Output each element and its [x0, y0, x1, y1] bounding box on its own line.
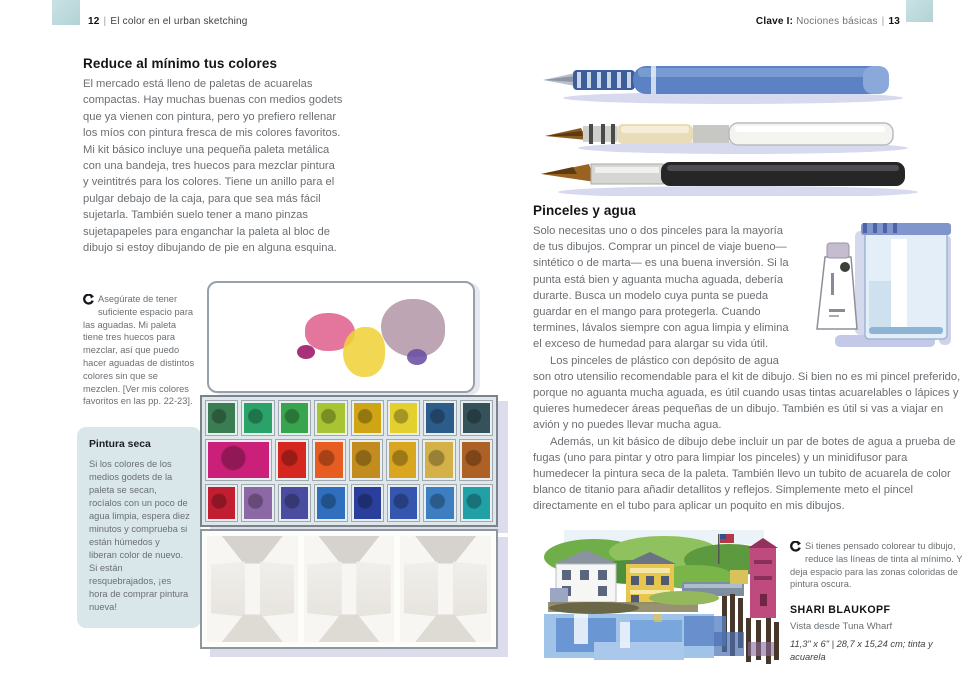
paint-pan — [241, 400, 274, 436]
section-heading-right: Pinceles y agua — [533, 203, 636, 218]
palette-row — [205, 484, 493, 522]
section-label: Nociones básicas — [796, 16, 878, 27]
palette-row — [205, 439, 493, 481]
artwork-title: Vista desde Tuna Wharf — [790, 621, 893, 633]
page-number-right: 13 — [888, 16, 900, 27]
harbor-painting — [534, 522, 786, 677]
caption-tip — [790, 540, 970, 591]
margin-tip-note — [83, 293, 197, 408]
paint-smear — [381, 299, 445, 357]
paint-pan — [349, 439, 383, 481]
palette-mixing-tray — [200, 529, 498, 649]
paint-smear — [297, 345, 315, 359]
chapter-label: Clave I: — [755, 16, 794, 27]
running-head-right — [756, 16, 900, 27]
running-head-left — [88, 16, 248, 27]
mixing-well — [400, 536, 491, 642]
paint-pan — [205, 400, 238, 436]
artist-name: SHARI BLAUKOPF — [790, 604, 891, 617]
runhead-separator: | — [103, 16, 107, 27]
palette-row — [205, 400, 493, 436]
mixing-well — [207, 536, 298, 642]
tip-note-text: Asegúrate de tener suficiente espacio para las aguadas. Mi paleta tiene tres huecos para mezclar, así que puedo hacer aguadas de distintos colores sin que se mezclen. [Ver mis colores favoritos en las pp. 22-23]. — [83, 294, 195, 407]
page-number-left: 12 — [88, 16, 100, 27]
paint-pan — [423, 400, 456, 436]
paint-pan — [205, 439, 272, 481]
note-box-title: Pintura seca — [89, 439, 151, 450]
caption-tip-text: Si tienes pensado colorear tu dibujo, reduce las líneas de tinta al mínimo. Y deja espacio para las zonas coloridas de pintura oscura. — [790, 541, 963, 590]
paint-pan — [278, 400, 311, 436]
palette-pan-rows — [200, 395, 498, 527]
palette-lid — [207, 281, 475, 393]
page-corner-tab-left — [52, 0, 80, 25]
paint-pan — [312, 439, 346, 481]
tube-and-jar-illustration — [807, 217, 965, 355]
paint-smear — [407, 349, 427, 365]
right-paragraph-3: Además, un kit básico de dibujo debe incluir un par de botes de agua a prueba de fugas (uno para pintar y otro para limpiar los pinceles) y un minidifusor para humedecer la pintura seca de la paleta. También llevo un tubito de acuarela de color blanco de titanio para añadir detallitos y reflejos. Simplemente meto el pincel directamente en el tubo para aplicar un poquito en mis dibujos. — [533, 435, 956, 513]
paint-pan — [387, 484, 420, 522]
paint-pan — [314, 400, 347, 436]
paint-smear — [343, 327, 385, 377]
paint-pan — [460, 484, 493, 522]
dry-paint-note-box — [77, 427, 201, 628]
circular-arrow-icon — [790, 541, 801, 556]
left-column — [83, 56, 343, 256]
paint-pan — [386, 439, 420, 481]
paint-pan — [275, 439, 309, 481]
palette-illustration — [200, 281, 500, 649]
right-paragraph-1: Solo necesitas uno o dos pinceles para la mayoría de tus dibujos. Comprar un pincel de viaje bueno— sintético o de marta— es una buena inversión. Si la punta está bien y aguanta mucha aguada, debería durarte. Busca un modelo cuya punta se pueda guardar en el mango para protegerla. Cuando termines, lávalos siempre con agua limpia y elimina el exceso de humedad para alargar su vida útil. — [533, 225, 789, 351]
page-corner-tab-right — [906, 0, 933, 22]
artwork-caption — [790, 540, 970, 663]
left-body-paragraph: El mercado está lleno de paletas de acuarelas compactas. Hay muchas buenas con medios godets que ya vienen con pintura, pero yo prefiero rellenar los míos con pintura fresca de mis colores favoritos. Mi kit básico incluye una pequeña paleta metálica con una bandeja, tres huecos para mezclar pintura y veintitrés para los colores. Tiene un anillo para el pulgar debajo de la caja, para que sea más fácil sujetarla. También suelo tener a mano pinzas sujetapapeles para enganchar la paleta al bloc de dibujo si estoy dibujando de pie en alguna esquina. — [83, 78, 343, 255]
paint-pan — [422, 439, 456, 481]
mixing-well — [304, 536, 395, 642]
artwork-details: 11,3" x 6" | 28,7 x 15,24 cm; tinta y acuarela — [790, 639, 933, 662]
paint-pan — [278, 484, 311, 522]
paint-pan — [351, 484, 384, 522]
note-box-text: Si los colores de los medios godets de la paleta se secan, rocíalos con un poco de agua limpia, espera diez minutos y comprueba si están húmedos y liberan color de nuevo. Si están resquebrajados, ¡es hora de comprar pintura nueva! — [89, 459, 190, 612]
runhead-separator: | — [881, 16, 885, 27]
paint-pan — [241, 484, 274, 522]
right-paragraph-2: Los pinceles de plástico con depósito de agua son otro utensilio recomendable para el kit de dibujo. Si bien no es mi pincel preferido, porque no aguanta mucha aguada, es útil cuando usas tintas acuarelables o lápices y quieres humedecer áreas pequeñas de un dibujo. También es útil si vas a viajar en avión y no puedes llevar mucha agua. — [533, 354, 961, 432]
paint-pan — [351, 400, 384, 436]
brushes-illustration — [533, 56, 968, 201]
circular-arrow-icon — [83, 294, 94, 309]
paint-pan — [423, 484, 456, 522]
section-heading-left: Reduce al mínimo tus colores — [83, 56, 278, 71]
paint-pan — [459, 439, 493, 481]
paint-pan — [314, 484, 347, 522]
paint-pan — [387, 400, 420, 436]
right-column — [533, 203, 965, 515]
book-title: El color en el urban sketching — [110, 16, 248, 27]
paint-pan — [205, 484, 238, 522]
paint-pan — [460, 400, 493, 436]
